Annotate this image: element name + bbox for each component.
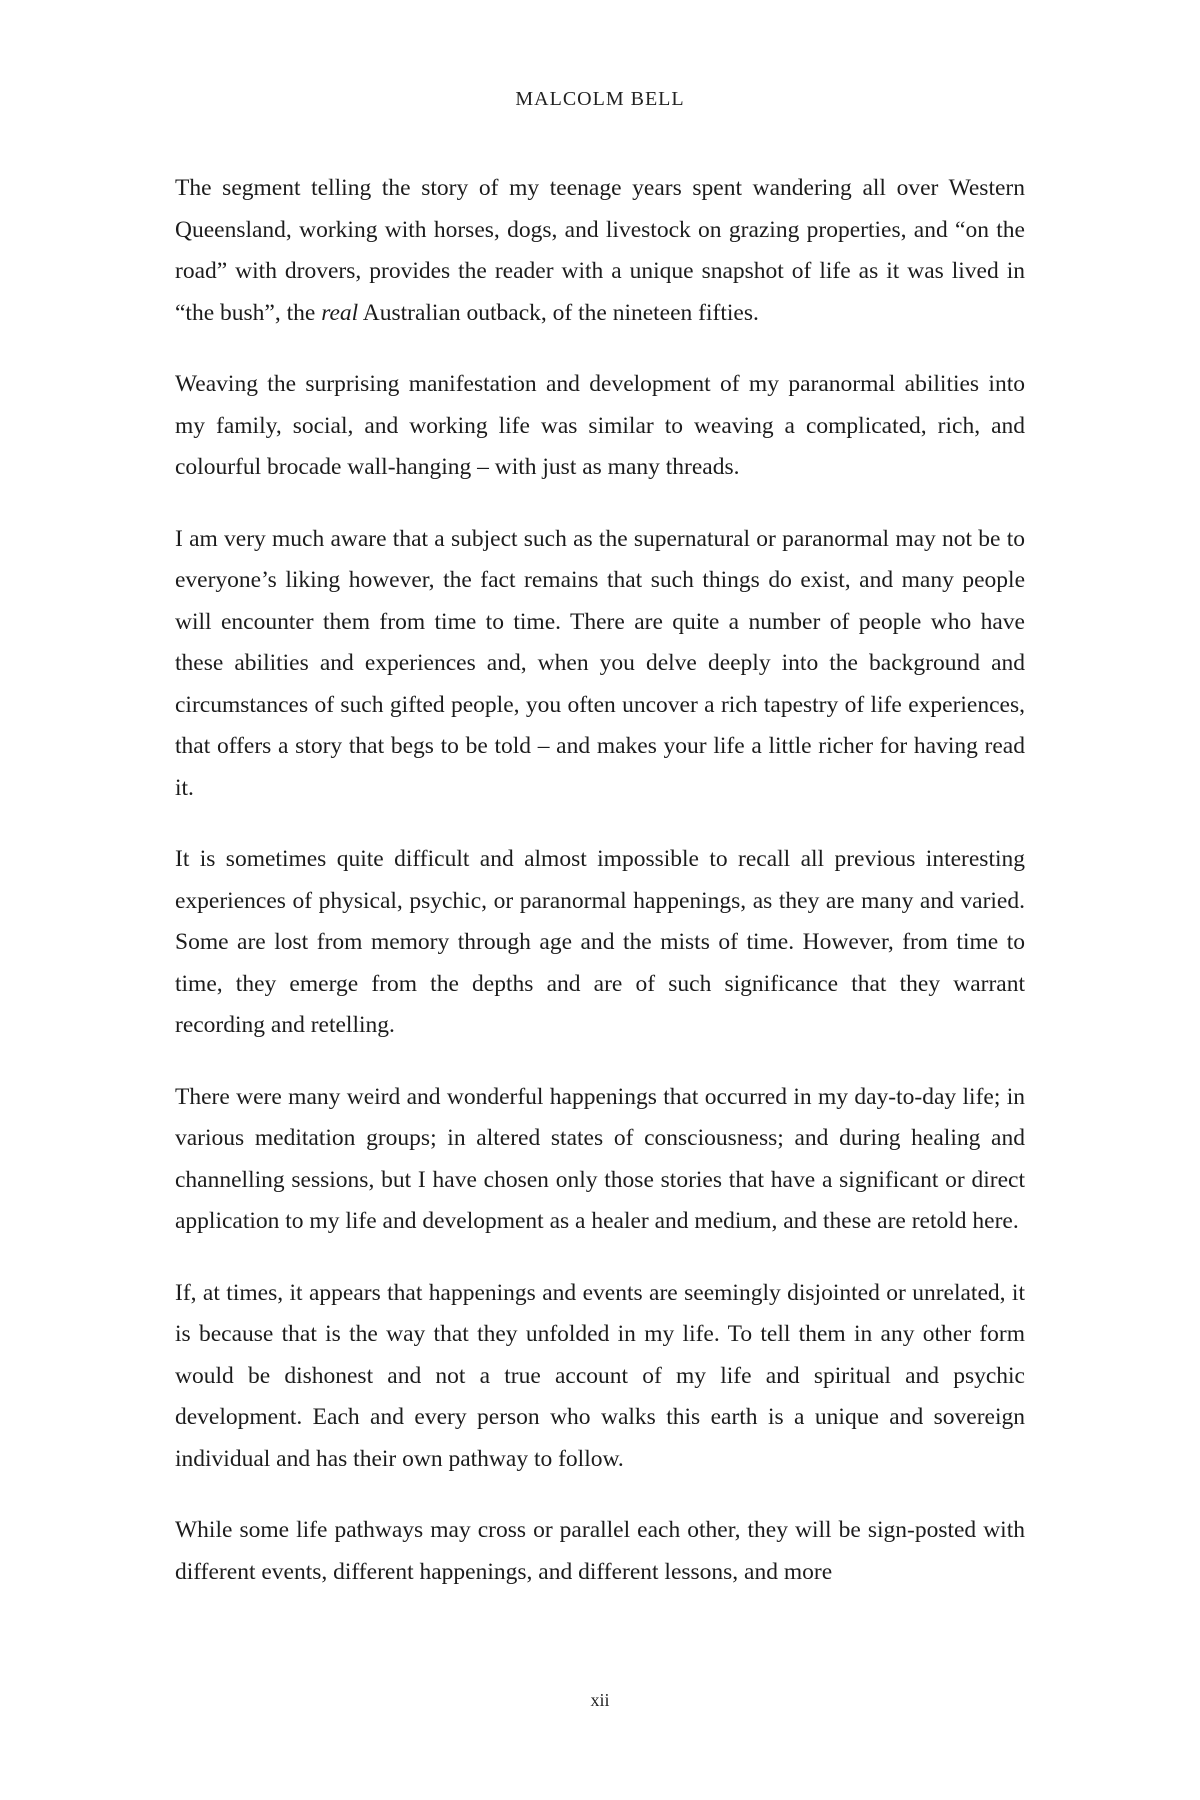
- paragraph: If, at times, it appears that happenings and events are seemingly disjointed or unrelated, it is because that is the way that they unfolded in my life. To tell them in any other form would be dishonest and not a true account of my life and spiritual and psychic development. Each and every person who walks this earth is a unique and sovereign individual and has their own pathway to follow.: [175, 1279, 1025, 1472]
- paragraph-text: Australian outback, of the nineteen fifties.: [358, 299, 759, 326]
- page-number: xii: [590, 1690, 610, 1710]
- paragraph: There were many weird and wonderful happenings that occurred in my day-to-day life; in various meditation groups; in altered states of consciousness; and during healing and channelling sessions, but I have chosen only those stories that have a significant or direct application to my life and development as a healer and medium, and these are retold here.: [175, 1083, 1025, 1234]
- paragraph: It is sometimes quite difficult and almost impossible to recall all previous interesting experiences of physical, psychic, or paranormal happenings, as they are many and varied. Some are lost from memory through age and the mists of time. However, from time to time, they emerge from the depths and are of such significance that they warrant recording and retelling.: [175, 846, 1025, 1038]
- running-head: MALCOLM BELL: [515, 88, 685, 110]
- paragraph: [175, 168, 1025, 334]
- body-text: [175, 168, 1025, 1623]
- paragraph: I am very much aware that a subject such as the supernatural or paranormal may not be to everyone’s liking however, the fact remains that such things do exist, and many people will encounter them from time to time. There are quite a number of people who have these abilities and experiences and, when you delve deeply into the background and circumstances of such gifted people, you often uncover a rich tapestry of life experiences, that offers a story that begs to be told – and makes your life a little richer for having read it.: [175, 525, 1025, 801]
- paragraph-text: The segment telling the story of my teenage years spent wandering all over Western Queensland, working with horses, dogs, and livestock on grazing properties, and “on the road” with drovers, provides the reader with a unique snapshot of life as it was lived in “the bush”, the: [175, 175, 1025, 326]
- italic-emphasis: real: [321, 299, 359, 326]
- paragraph: While some life pathways may cross or parallel each other, they will be sign-posted with different events, different happenings, and different lessons, and more: [175, 1517, 1025, 1585]
- paragraph: Weaving the surprising manifestation and development of my paranormal abilities into my family, social, and working life was similar to weaving a complicated, rich, and colourful brocade wall-hanging – with just as many threads.: [175, 371, 1025, 480]
